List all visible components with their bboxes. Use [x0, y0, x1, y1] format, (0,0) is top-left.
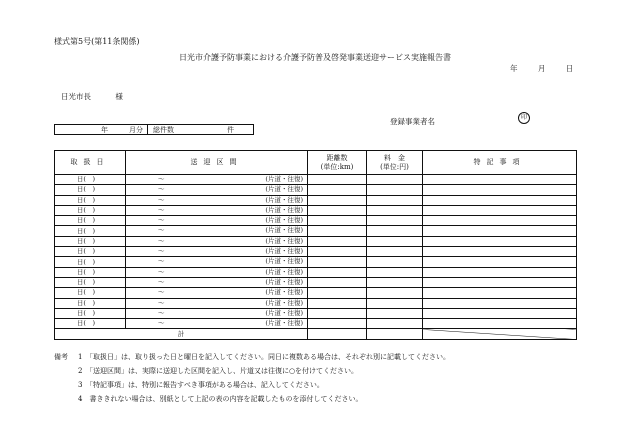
header-distance-unit: (単位:km): [320, 162, 354, 171]
distance-cell[interactable]: [308, 298, 367, 308]
route-cell[interactable]: [126, 277, 308, 287]
operator-name-label: 登録事業者名: [390, 117, 435, 126]
notes-cell[interactable]: [423, 288, 577, 298]
note-item: 3 「特記事項」は、特別に報告すべき事項がある場合は、記入してください。: [78, 381, 324, 389]
fee-cell[interactable]: [367, 308, 423, 318]
notes-cell[interactable]: [423, 257, 577, 267]
notes-cell[interactable]: [423, 195, 577, 205]
table-row: [55, 298, 577, 308]
route-tilde: ～: [158, 247, 165, 256]
notes-cell[interactable]: [423, 175, 577, 185]
table-row: [55, 185, 577, 195]
trip-type[interactable]: (片道・往復): [265, 247, 303, 256]
summary-box: [54, 124, 254, 135]
trip-type[interactable]: (片道・往復): [265, 308, 303, 317]
table-body: [55, 175, 577, 340]
table-row: [55, 175, 577, 185]
trip-type[interactable]: (片道・往復): [265, 319, 303, 328]
date-cell[interactable]: 日( ): [55, 236, 126, 246]
notes-cell[interactable]: [423, 277, 577, 287]
summary-count-label: 総件数: [153, 126, 174, 134]
addressee-name: 日光市長: [61, 92, 91, 101]
table-row: [55, 257, 577, 267]
note-item: 4 書ききれない場合は、別紙として上記の表の内容を記載したものを添付してください。: [78, 395, 363, 403]
header-fee-unit: (単位:円): [380, 162, 409, 171]
fee-cell[interactable]: [367, 175, 423, 185]
fee-cell[interactable]: [367, 319, 423, 329]
route-tilde: ～: [158, 175, 165, 183]
route-tilde: ～: [158, 216, 165, 225]
date-year[interactable]: 年: [510, 64, 518, 73]
trip-type[interactable]: (片道・往復): [265, 226, 303, 235]
trip-type[interactable]: (片道・往復): [265, 267, 303, 276]
total-notes-blank: [423, 329, 577, 339]
route-tilde: ～: [158, 195, 165, 204]
table-row: [55, 308, 577, 318]
notes-cell[interactable]: [423, 267, 577, 277]
distance-cell[interactable]: [308, 319, 367, 329]
route-tilde: ～: [158, 226, 165, 235]
notes-cell[interactable]: [423, 226, 577, 236]
route-tilde: ～: [158, 288, 165, 297]
route-tilde: ～: [158, 277, 165, 286]
fee-cell[interactable]: [367, 205, 423, 215]
service-report-table: [54, 150, 577, 340]
total-label: 計: [55, 329, 308, 339]
trip-type[interactable]: (片道・往復): [265, 288, 303, 297]
route-tilde: ～: [158, 205, 165, 214]
distance-cell[interactable]: [308, 277, 367, 287]
date-cell[interactable]: 日( ): [55, 288, 126, 298]
addressee: [61, 91, 123, 102]
route-cell[interactable]: [126, 267, 308, 277]
notes-cell[interactable]: [423, 236, 577, 246]
date-cell[interactable]: 日( ): [55, 277, 126, 287]
seal-mark: 印: [518, 112, 530, 124]
distance-cell[interactable]: [308, 308, 367, 318]
notes-cell[interactable]: [423, 205, 577, 215]
fee-cell[interactable]: [367, 277, 423, 287]
total-row: [55, 329, 577, 339]
trip-type[interactable]: (片道・往復): [265, 216, 303, 225]
notes-cell[interactable]: [423, 185, 577, 195]
date-cell[interactable]: 日( ): [55, 216, 126, 226]
trip-type[interactable]: (片道・往復): [265, 277, 303, 286]
header-fee: [367, 151, 423, 175]
summary-count-unit[interactable]: 件: [227, 126, 234, 134]
route-tilde: ～: [158, 185, 165, 194]
distance-cell[interactable]: [308, 257, 367, 267]
distance-cell[interactable]: [308, 216, 367, 226]
header-route: 送迎区間: [126, 151, 308, 175]
summary-divider: [147, 125, 148, 134]
header-notes: 特記事項: [423, 151, 577, 175]
report-date: [510, 63, 591, 74]
table-row: [55, 247, 577, 257]
table-row: [55, 288, 577, 298]
date-cell[interactable]: 日( ): [55, 267, 126, 277]
fee-cell[interactable]: [367, 226, 423, 236]
distance-cell[interactable]: [308, 247, 367, 257]
route-tilde: ～: [158, 267, 165, 276]
date-cell[interactable]: 日( ): [55, 308, 126, 318]
route-cell[interactable]: [126, 308, 308, 318]
date-cell[interactable]: 日( ): [55, 195, 126, 205]
summary-month[interactable]: 月分: [129, 126, 143, 134]
header-distance-label: 距離数: [326, 153, 348, 162]
distance-cell[interactable]: [308, 205, 367, 215]
route-cell[interactable]: [126, 226, 308, 236]
fee-cell[interactable]: [367, 195, 423, 205]
fee-cell[interactable]: [367, 236, 423, 246]
trip-type[interactable]: (片道・往復): [265, 185, 303, 194]
notes-cell[interactable]: [423, 216, 577, 226]
trip-type[interactable]: (片道・往復): [265, 175, 303, 183]
route-tilde: ～: [158, 319, 165, 328]
route-cell[interactable]: [126, 319, 308, 329]
route-tilde: ～: [158, 257, 165, 266]
route-tilde: ～: [158, 298, 165, 307]
route-cell[interactable]: [126, 257, 308, 267]
route-cell[interactable]: [126, 216, 308, 226]
addressee-honorific: 様: [115, 92, 123, 101]
table-row: [55, 216, 577, 226]
form-number: 様式第5号(第11条関係): [54, 37, 140, 46]
trip-type[interactable]: (片道・往復): [265, 298, 303, 307]
notes-cell[interactable]: [423, 319, 577, 329]
fee-cell[interactable]: [367, 288, 423, 298]
note-item: 1 「取扱日」は、取り扱った日と曜日を記入してください。同日に複数ある場合は、それぞれ別に記載してください。: [78, 353, 450, 361]
distance-cell[interactable]: [308, 175, 367, 185]
notes-label: 備考: [54, 353, 68, 361]
trip-type[interactable]: (片道・往復): [265, 257, 303, 266]
date-day[interactable]: 日: [565, 64, 574, 73]
date-cell[interactable]: 日( ): [55, 185, 126, 195]
fee-cell[interactable]: [367, 267, 423, 277]
notes-cell[interactable]: [423, 247, 577, 257]
summary-year[interactable]: 年: [101, 126, 108, 134]
route-cell[interactable]: [126, 175, 308, 185]
fee-cell[interactable]: [367, 185, 423, 195]
route-cell[interactable]: [126, 195, 308, 205]
distance-cell[interactable]: [308, 195, 367, 205]
distance-cell[interactable]: [308, 288, 367, 298]
fee-cell[interactable]: [367, 216, 423, 226]
date-cell[interactable]: 日( ): [55, 226, 126, 236]
report-title: 日光市介護予防事業における介護予防普及啓発事業送迎サービス実施報告書: [179, 53, 451, 62]
notes-cell[interactable]: [423, 298, 577, 308]
date-cell[interactable]: 日( ): [55, 175, 126, 185]
fee-cell[interactable]: [367, 257, 423, 267]
route-cell[interactable]: [126, 288, 308, 298]
fee-cell[interactable]: [367, 247, 423, 257]
route-cell[interactable]: [126, 298, 308, 308]
total-fee[interactable]: [367, 329, 423, 339]
trip-type[interactable]: (片道・往復): [265, 195, 303, 204]
distance-cell[interactable]: [308, 236, 367, 246]
table-row: [55, 277, 577, 287]
header-date: 取扱日: [55, 151, 126, 175]
trip-type[interactable]: (片道・往復): [265, 236, 303, 245]
route-cell[interactable]: [126, 236, 308, 246]
header-distance: [308, 151, 367, 175]
date-cell[interactable]: 日( ): [55, 257, 126, 267]
route-tilde: ～: [158, 308, 165, 317]
note-item: 2 「送迎区間」は、実際に送迎した区間を記入し、片道又は往復に○を付けてください。: [78, 367, 359, 375]
table-row: [55, 319, 577, 329]
date-cell[interactable]: 日( ): [55, 205, 126, 215]
date-cell[interactable]: 日( ): [55, 298, 126, 308]
total-distance[interactable]: [308, 329, 367, 339]
table-row: [55, 236, 577, 246]
distance-cell[interactable]: [308, 267, 367, 277]
table-row: [55, 226, 577, 236]
fee-cell[interactable]: [367, 298, 423, 308]
trip-type[interactable]: (片道・往復): [265, 205, 303, 214]
distance-cell[interactable]: [308, 226, 367, 236]
date-cell[interactable]: 日( ): [55, 319, 126, 329]
header-fee-label: 料 金: [384, 153, 405, 162]
route-cell[interactable]: [126, 247, 308, 257]
route-cell[interactable]: [126, 205, 308, 215]
route-cell[interactable]: [126, 185, 308, 195]
table-row: [55, 205, 577, 215]
date-month[interactable]: 月: [537, 64, 546, 73]
date-cell[interactable]: 日( ): [55, 247, 126, 257]
route-tilde: ～: [158, 236, 165, 245]
distance-cell[interactable]: [308, 185, 367, 195]
notes-cell[interactable]: [423, 308, 577, 318]
table-row: [55, 195, 577, 205]
table-row: [55, 267, 577, 277]
